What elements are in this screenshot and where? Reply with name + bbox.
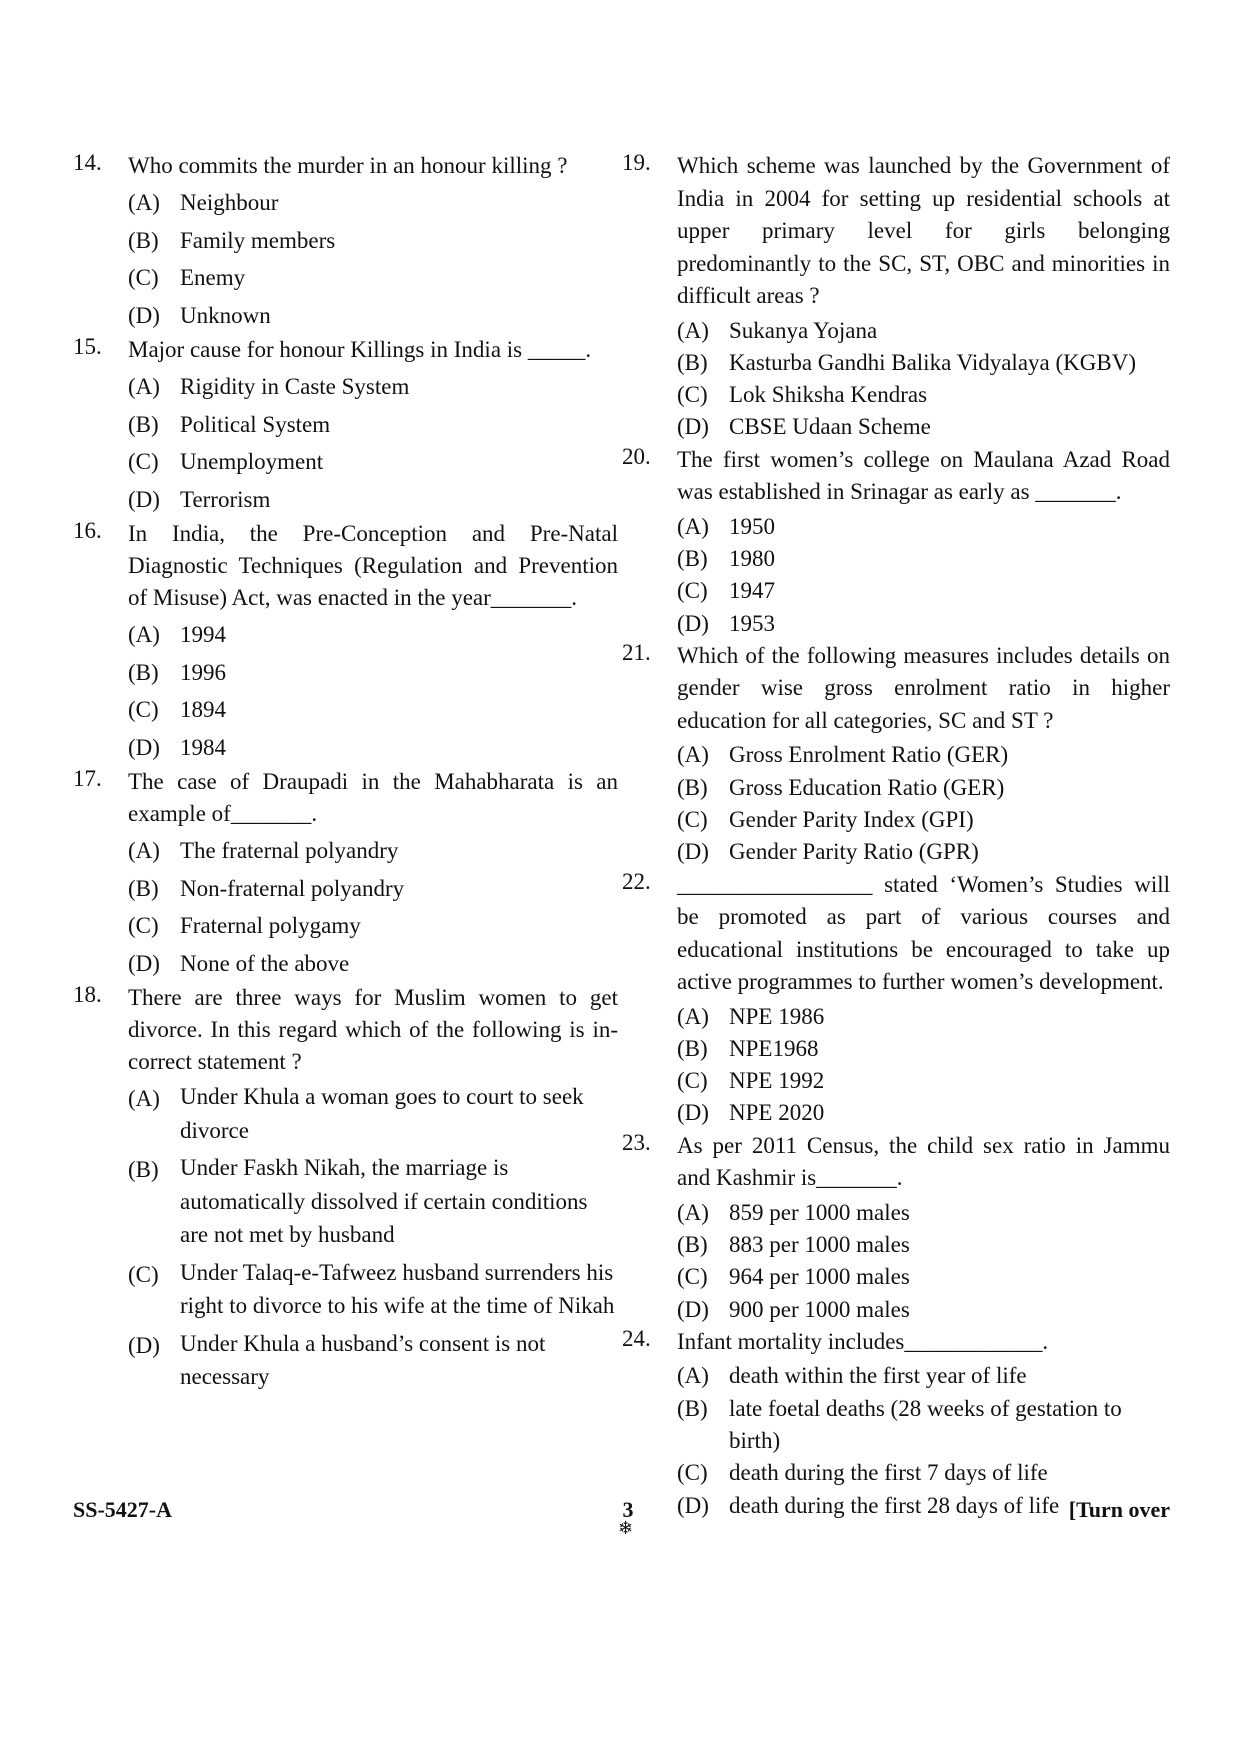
question-text: As per 2011 Census, the child sex ratio in Jammu and Kashmir is_______.	[677, 1132, 1170, 1191]
question-16	[73, 518, 618, 766]
option-label: (A)	[677, 1003, 709, 1029]
option-a	[677, 1001, 1170, 1033]
option-label: (A)	[128, 190, 160, 215]
question-22	[622, 869, 1170, 1130]
option-text: Rigidity in Caste System	[180, 374, 410, 399]
option-a	[677, 315, 1170, 347]
option-text: Fraternal polygamy	[180, 913, 361, 938]
options-list	[128, 1080, 618, 1394]
option-text: NPE 1986	[729, 1003, 825, 1029]
option-label: (D)	[677, 610, 709, 636]
option-b	[128, 870, 618, 908]
option-c	[128, 691, 618, 729]
option-d	[128, 481, 618, 519]
option-label: (A)	[128, 1086, 160, 1111]
option-text: 1947	[729, 578, 775, 604]
option-a	[677, 511, 1170, 543]
option-b	[128, 406, 618, 444]
question-text: Which of the following measures includes details on gender wise gross enrolment ratio in higher education for all categories, SC and ST ?	[677, 642, 1170, 733]
question-text: Who commits the murder in an honour killing ?	[128, 153, 568, 178]
option-text: 1950	[729, 513, 775, 539]
option-text: Gross Education Ratio (GER)	[729, 774, 1005, 800]
turn-over-label: [Turn over	[1068, 1497, 1170, 1522]
option-c	[128, 259, 618, 297]
option-text: Under Khula a husband’s consent is not necessary	[180, 1330, 546, 1389]
option-text: NPE 1992	[729, 1068, 825, 1094]
option-label: (C)	[128, 449, 159, 474]
option-text: Terrorism	[180, 486, 271, 512]
option-d	[677, 1097, 1170, 1129]
option-a	[128, 832, 618, 870]
option-c	[677, 575, 1170, 607]
question-17	[73, 766, 618, 982]
option-label: (D)	[128, 486, 160, 512]
option-label: (B)	[128, 411, 159, 437]
options-list	[677, 511, 1170, 640]
option-label: (C)	[128, 913, 159, 938]
option-text: Gender Parity Index (GPI)	[729, 806, 974, 832]
option-label: (B)	[677, 1232, 708, 1258]
option-text: 1894	[180, 697, 226, 722]
option-text: 1980	[729, 545, 775, 571]
question-number: 21.	[622, 639, 651, 665]
option-c	[128, 443, 618, 481]
option-label: (C)	[677, 1068, 708, 1094]
question-15	[73, 334, 618, 518]
option-label: (B)	[677, 1395, 708, 1421]
option-text: 1984	[180, 734, 226, 760]
option-b	[677, 543, 1170, 575]
option-label: (A)	[128, 622, 160, 647]
option-label: (D)	[128, 302, 160, 328]
options-list	[128, 368, 618, 518]
option-text: Unknown	[180, 302, 271, 328]
option-label: (B)	[128, 1157, 159, 1182]
option-text: Family members	[180, 227, 336, 253]
question-text: The first women’s college on Maulana Azad Road was established in Srinagar as early as _______.	[677, 446, 1170, 505]
option-text: 883 per 1000 males	[729, 1232, 910, 1258]
option-c	[677, 1065, 1170, 1097]
option-label: (B)	[677, 774, 708, 800]
option-text: death during the first 28 days of life	[729, 1492, 1060, 1518]
option-a	[128, 616, 618, 654]
options-list	[128, 616, 618, 766]
question-number: 24.	[622, 1325, 651, 1351]
option-c	[677, 1457, 1170, 1489]
option-label: (B)	[128, 875, 159, 901]
option-d	[677, 608, 1170, 640]
question-text: The case of Draupadi in the Mahabharata is an example of_______.	[128, 769, 618, 826]
option-b	[128, 1151, 618, 1252]
option-a	[128, 368, 618, 406]
option-b	[677, 1033, 1170, 1065]
option-c	[677, 804, 1170, 836]
option-label: (D)	[677, 1100, 709, 1126]
question-number: 20.	[622, 443, 651, 469]
option-label: (C)	[677, 806, 708, 832]
options-list	[677, 1001, 1170, 1130]
option-a	[677, 739, 1170, 771]
option-text: 900 per 1000 males	[729, 1296, 910, 1322]
option-a	[128, 184, 618, 222]
option-label: (A)	[677, 1363, 709, 1389]
option-text: death within the first year of life	[729, 1363, 1027, 1389]
paper-code: SS-5427-A	[73, 1497, 173, 1522]
question-text: Infant mortality includes____________.	[677, 1328, 1049, 1354]
left-column	[73, 150, 618, 1398]
option-label: (C)	[677, 1460, 708, 1486]
option-a	[128, 1080, 618, 1147]
question-text: In India, the Pre-Conception and Pre-Natal Diagnostic Techniques (Regulation and Prevention of Misuse) Act, was enacted in the year_______.	[128, 521, 618, 610]
options-list	[677, 739, 1170, 868]
option-a	[677, 1197, 1170, 1229]
option-a	[677, 1360, 1170, 1392]
option-label: (C)	[128, 1261, 159, 1287]
option-label: (D)	[677, 1296, 709, 1322]
option-text: NPE 2020	[729, 1100, 825, 1126]
option-text: NPE1968	[729, 1035, 819, 1061]
option-text: Sukanya Yojana	[729, 317, 878, 343]
option-b	[677, 347, 1170, 379]
option-label: (B)	[677, 349, 708, 375]
option-b	[677, 772, 1170, 804]
options-list	[677, 1197, 1170, 1326]
option-text: 964 per 1000 males	[729, 1264, 910, 1290]
option-d	[677, 1294, 1170, 1326]
option-d	[128, 1327, 618, 1394]
page-footer	[73, 1497, 1170, 1557]
option-label: (B)	[677, 545, 708, 571]
question-19	[622, 150, 1170, 444]
option-d	[128, 945, 618, 983]
option-label: (A)	[128, 838, 160, 863]
question-23	[622, 1130, 1170, 1326]
option-label: (D)	[677, 1492, 709, 1518]
option-label: (C)	[677, 578, 708, 604]
question-number: 17.	[73, 766, 102, 791]
question-number: 15.	[73, 334, 102, 359]
option-label: (D)	[677, 839, 709, 865]
right-column	[622, 150, 1170, 1522]
question-24	[622, 1326, 1170, 1522]
question-number: 18.	[73, 982, 102, 1007]
option-label: (A)	[128, 374, 160, 399]
option-text: late foetal deaths (28 weeks of gestation to birth)	[729, 1395, 1122, 1454]
option-label: (D)	[128, 950, 160, 976]
option-d	[677, 836, 1170, 868]
options-list	[128, 832, 618, 982]
option-text: Gender Parity Ratio (GPR)	[729, 839, 979, 865]
options-list	[128, 184, 618, 334]
question-text: _________________ stated ‘Women’s Studies will be promoted as part of various courses and educational institutions be encouraged to take up active programmes to further women’s development.	[677, 871, 1170, 995]
question-number: 23.	[622, 1129, 651, 1155]
option-b	[128, 222, 618, 260]
option-d	[677, 411, 1170, 443]
option-c	[677, 1261, 1170, 1293]
option-text: Kasturba Gandhi Balika Vidyalaya (KGBV)	[729, 349, 1136, 375]
option-text: 1953	[729, 610, 775, 636]
option-label: (C)	[128, 697, 159, 722]
option-label: (D)	[677, 414, 709, 440]
question-21	[622, 640, 1170, 869]
option-text: 1996	[180, 659, 226, 685]
option-text: Non-fraternal polyandry	[180, 875, 405, 901]
option-label: (B)	[128, 227, 159, 253]
option-b	[677, 1229, 1170, 1261]
option-text: None of the above	[180, 950, 350, 976]
question-18	[73, 982, 618, 1394]
option-label: (D)	[128, 734, 160, 760]
question-text: Major cause for honour Killings in India is _____.	[128, 337, 592, 362]
option-label: (B)	[677, 1035, 708, 1061]
option-text: 859 per 1000 males	[729, 1199, 910, 1225]
question-text: Which scheme was launched by the Government of India in 2004 for setting up residential schools at upper primary level for girls belonging predominantly to the SC, ST, OBC and minorities in difficult areas ?	[677, 153, 1170, 308]
option-text: Enemy	[180, 265, 246, 290]
option-text: Gross Enrolment Ratio (GER)	[729, 742, 1009, 768]
option-d	[128, 729, 618, 767]
question-14	[73, 150, 618, 334]
page-number: 3	[622, 1497, 634, 1522]
option-label: (A)	[677, 742, 709, 768]
option-d	[128, 297, 618, 335]
option-text: Lok Shiksha Kendras	[729, 382, 928, 408]
option-text: Under Faskh Nikah, the marriage is automatically dissolved if certain conditions are not met by husband	[180, 1155, 588, 1247]
option-c	[677, 379, 1170, 411]
option-text: The fraternal polyandry	[180, 838, 399, 863]
option-text: Unemployment	[180, 449, 324, 474]
snowflake-icon: ❄	[618, 1518, 634, 1538]
option-text: CBSE Udaan Scheme	[729, 414, 931, 440]
option-label: (D)	[128, 1332, 160, 1358]
option-c	[128, 907, 618, 945]
option-label: (C)	[677, 382, 708, 408]
option-text: Political System	[180, 411, 331, 437]
options-list	[677, 315, 1170, 444]
question-number: 19.	[622, 150, 651, 175]
option-label: (A)	[677, 1199, 709, 1225]
question-number: 16.	[73, 518, 102, 543]
option-b	[677, 1393, 1170, 1458]
question-text: There are three ways for Muslim women to get divorce. In this regard which of the following is in-correct statement ?	[128, 985, 618, 1074]
option-label: (B)	[128, 659, 159, 685]
option-c	[128, 1256, 618, 1323]
option-text: death during the first 7 days of life	[729, 1460, 1048, 1486]
option-label: (A)	[677, 513, 709, 539]
option-label: (C)	[677, 1264, 708, 1290]
question-20	[622, 444, 1170, 640]
option-text: Under Talaq-e-Tafweez husband surrenders his right to divorce to his wife at the time of Nikah	[180, 1259, 615, 1318]
option-text: Neighbour	[180, 190, 279, 215]
option-text: Under Khula a woman goes to court to seek divorce	[180, 1084, 584, 1143]
option-b	[128, 654, 618, 692]
option-text: 1994	[180, 622, 226, 647]
question-number: 22.	[622, 868, 651, 894]
option-label: (C)	[128, 265, 159, 290]
question-number: 14.	[73, 150, 102, 175]
option-label: (A)	[677, 317, 709, 343]
